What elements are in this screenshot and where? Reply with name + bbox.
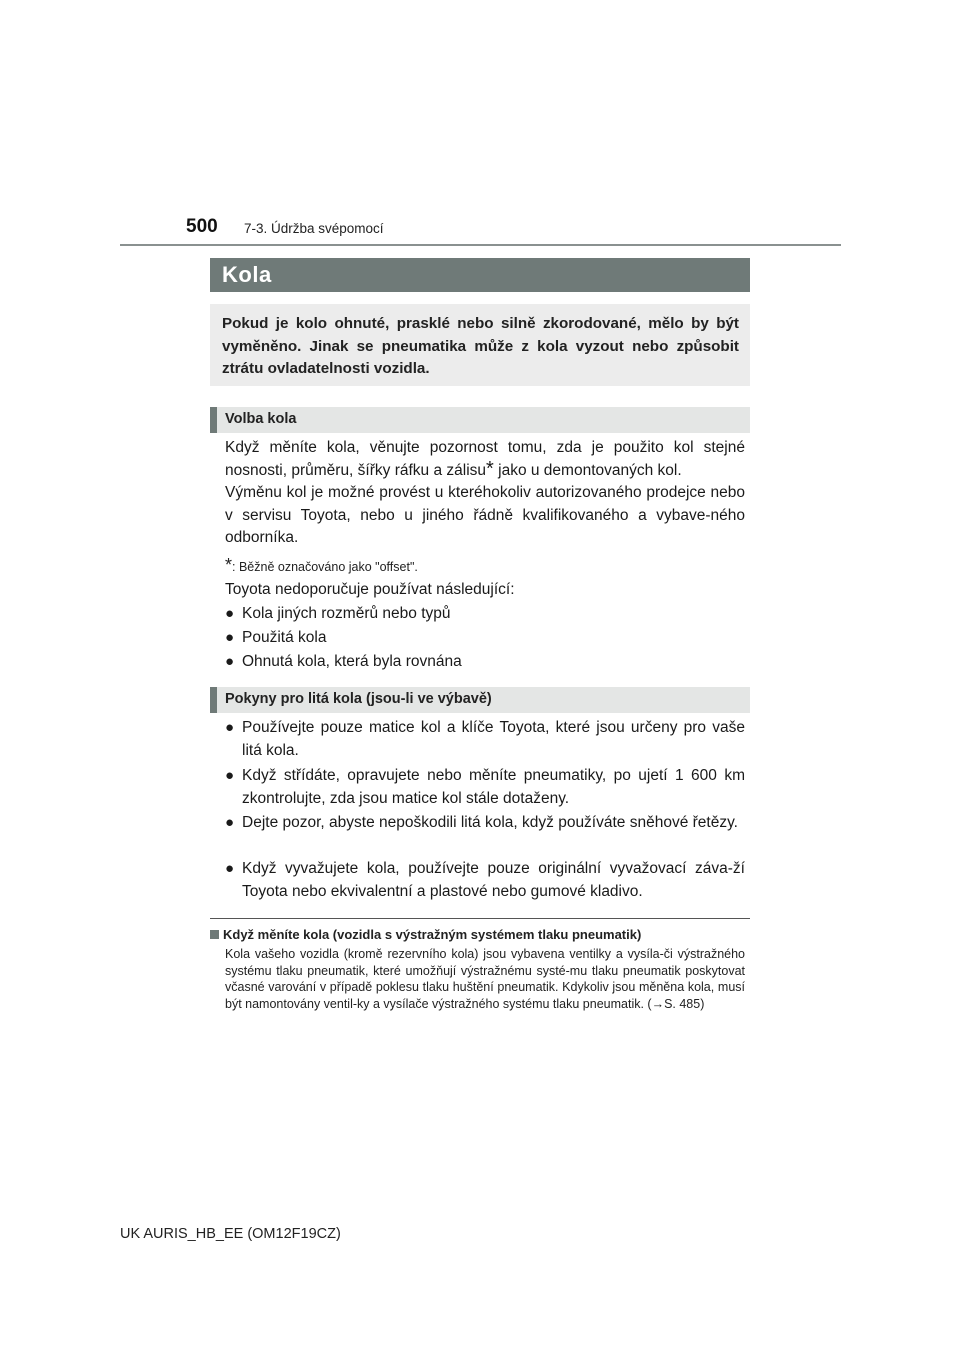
footnote-asterisk: *	[225, 555, 233, 575]
list-item	[225, 651, 745, 674]
section-heading-volba-kola	[210, 407, 750, 433]
square-marker-icon	[210, 930, 219, 939]
note-heading-text: Když měníte kola (vozidla s výstražným systémem tlaku pneumatik)	[223, 927, 642, 942]
list-item-text: Když střídáte, opravujete nebo měníte pneumatiky, po ujetí 1 600 km zkontrolujte, zda jsou matice kol stále dotaženy.	[242, 767, 745, 807]
bullet-icon: ●	[225, 719, 235, 736]
list-item	[225, 717, 745, 762]
section-heading-text: Pokyny pro litá kola (jsou-li ve výbavě)	[225, 691, 492, 707]
list-item-text: Použitá kola	[242, 629, 327, 646]
section-marker	[210, 407, 217, 433]
bullet-icon: ●	[225, 814, 235, 831]
footnote	[225, 555, 418, 576]
wheel-selection-paragraph	[225, 437, 745, 482]
section-reference: 7-3. Údržba svépomocí	[244, 221, 384, 236]
header-divider	[120, 244, 841, 246]
footer-model-code: UK AURIS_HB_EE (OM12F19CZ)	[120, 1226, 341, 1242]
list-item	[225, 627, 745, 650]
list-item-text: Když vyvažujete kola, používejte pouze originální vyvažovací záva-ží Toyota nebo ekvivalentní a plastové nebo gumové kladivo.	[242, 860, 745, 900]
intro-text: Pokud je kolo ohnuté, prasklé nebo silně zkorodované, mělo by být vyměněno. Jinak se pneumatika může z kola vyzout nebo způsobit ztrátu ovladatelnosti vozidla.	[222, 315, 739, 377]
wheel-selection-text-b: jako u demontovaných kol.	[493, 461, 682, 479]
page-number: 500	[186, 216, 218, 237]
bullet-icon: ●	[225, 629, 235, 646]
list-item-text: Používejte pouze matice kol a klíče Toyota, které jsou určeny pro vaše litá kola.	[242, 719, 745, 759]
list-item	[225, 603, 745, 626]
bullet-icon: ●	[225, 653, 235, 670]
asterisk-mark: *	[486, 457, 494, 480]
note-body: Kola vašeho vozidla (kromě rezervního kola) jsou vybavena ventilky a vysíla-či výstražného systému tlaku pneumatik, které umožňují výstražnému systé-mu tlaku pneumatik poskytovat včasné varování v případě poklesu tlaku huštění pneumatik. Kdykoliv jsou měněna kola, musí být namontovány ventil-ky a vysílače výstražného systému tlaku pneumatik. (→S. 485)	[225, 947, 745, 1011]
note-heading	[210, 927, 641, 942]
footnote-text: : Běžně označováno jako "offset".	[232, 560, 418, 574]
bullet-icon: ●	[225, 860, 235, 877]
section-marker	[210, 687, 217, 713]
not-recommended-lead: Toyota nedoporučuje používat následující:	[225, 581, 515, 598]
section-heading-alloy-wheels	[210, 687, 750, 713]
list-item	[225, 812, 745, 835]
list-item	[225, 858, 745, 903]
wheel-selection-text-a: Když měníte kola, věnujte pozornost tomu, zda je použito kol stejné nosnosti, průměru, šířky ráfku a zálisu	[225, 439, 745, 479]
page-title: Kola	[222, 262, 272, 287]
list-item	[225, 765, 745, 810]
intro-box	[210, 304, 750, 386]
title-bar	[210, 258, 750, 292]
list-item-text: Ohnutá kola, která byla rovnána	[242, 653, 462, 670]
list-item-text: Kola jiných rozměrů nebo typů	[242, 605, 451, 622]
section-heading-text: Volba kola	[225, 411, 297, 427]
bullet-icon: ●	[225, 767, 235, 784]
note-divider	[210, 918, 750, 919]
replacement-paragraph: Výměnu kol je možné provést u kteréhokoliv autorizovaného prodejce nebo v servisu Toyota, nebo u jiného řádně kvalifikovaného a vybave-ného odborníka.	[225, 484, 745, 546]
list-item-text: Dejte pozor, abyste nepoškodili litá kola, když používáte sněhové řetězy.	[242, 814, 738, 831]
bullet-icon: ●	[225, 605, 235, 622]
